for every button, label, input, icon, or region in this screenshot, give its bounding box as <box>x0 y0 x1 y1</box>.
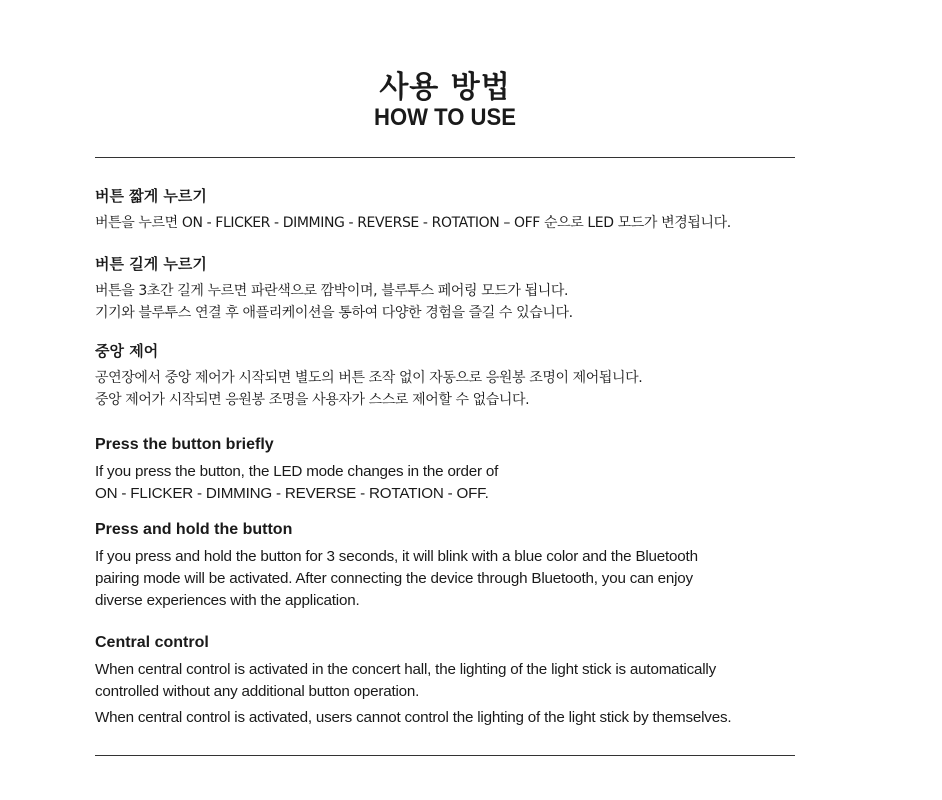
section-text-line: controlled without any additional button operation. <box>95 683 420 700</box>
section-heading: 중앙 제어 <box>95 342 159 360</box>
section-ko-central-control <box>95 340 815 411</box>
section-text-line: 공연장에서 중앙 제어가 시작되면 별도의 버튼 조작 없이 자동으로 응원봉 조명이 제어됩니다. <box>95 370 643 386</box>
section-heading: 버튼 짧게 누르기 <box>95 187 207 205</box>
top-divider <box>95 157 795 158</box>
section-en-long-press <box>95 519 815 612</box>
section-text-line: If you press and hold the button for 3 seconds, it will blink with a blue color and the Bluetooth <box>95 548 698 565</box>
section-heading: Press and hold the button <box>95 521 293 538</box>
section-text-line: 버튼을 3초간 길게 누르면 파란색으로 깜박이며, 블루투스 페어링 모드가 됩니다. <box>95 283 569 299</box>
bottom-divider <box>95 755 795 756</box>
section-text-line: 중앙 제어가 시작되면 응원봉 조명을 사용자가 스스로 제어할 수 없습니다. <box>95 392 530 408</box>
section-en-short-press <box>95 434 815 505</box>
section-text-line: 버튼을 누르면 ON - FLICKER - DIMMING - REVERSE - ROTATION – OFF 순으로 LED 모드가 변경됩니다. <box>95 215 731 231</box>
section-text-line: 기기와 블루투스 연결 후 애플리케이션을 통하여 다양한 경험을 즐길 수 있습니다. <box>95 305 573 321</box>
section-text-line: When central control is activated in the concert hall, the lighting of the light stick is automatically <box>95 661 716 678</box>
section-text-line: diverse experiences with the application. <box>95 592 360 609</box>
section-en-central-control <box>95 632 815 729</box>
section-text-line: ON - FLICKER - DIMMING - REVERSE - ROTATION - OFF. <box>95 485 489 502</box>
page-title-korean: 사용 방법 <box>379 70 511 105</box>
section-heading: Press the button briefly <box>95 436 274 453</box>
section-ko-short-press <box>95 185 815 234</box>
section-text-line: pairing mode will be activated. After connecting the device through Bluetooth, you can enjoy <box>95 570 693 587</box>
section-heading: Central control <box>95 634 209 651</box>
section-ko-long-press <box>95 253 815 324</box>
section-text-line: When central control is activated, users cannot control the lighting of the light stick by themselves. <box>95 709 732 726</box>
section-text-line: If you press the button, the LED mode changes in the order of <box>95 463 499 480</box>
section-heading: 버튼 길게 누르기 <box>95 255 207 273</box>
page-title-english: HOW TO USE <box>374 104 516 131</box>
